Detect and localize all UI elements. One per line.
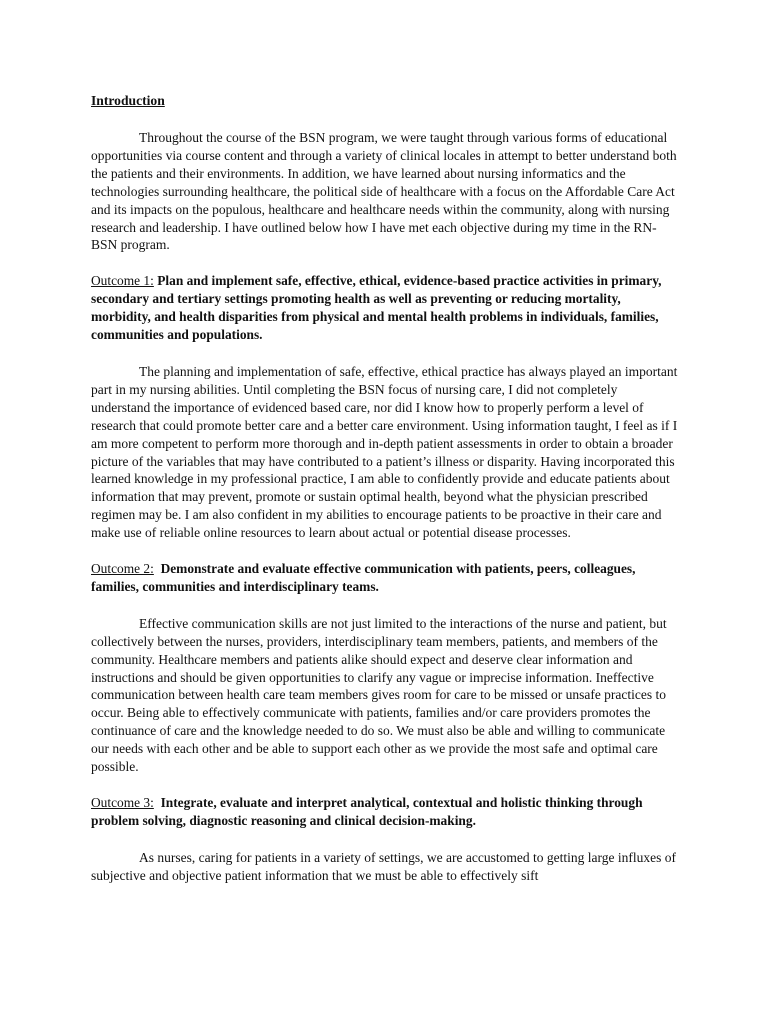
- outcome-3-label: Outcome 3:: [91, 795, 154, 810]
- outcome-1-heading: [91, 272, 679, 344]
- outcome-2-heading: [91, 560, 679, 596]
- introduction-paragraph: Throughout the course of the BSN program, we were taught through various forms of educational opportunities via course content and through a variety of clinical locales in attempt to better understand both the patients and their environments. In addition, we have learned about nursing informatics and the technologies surrounding healthcare, the political side of healthcare with a focus on the Affordable Care Act and its impacts on the populous, healthcare and healthcare needs within the community, along with nursing research and leadership. I have outlined below how I have met each objective during my time in the RN-BSN program.: [91, 130, 677, 253]
- outcome-2-text: Demonstrate and evaluate effective communication with patients, peers, colleagues, families, communities and interdisciplinary teams.: [91, 561, 636, 594]
- outcome-3-text: Integrate, evaluate and interpret analytical, contextual and holistic thinking through problem solving, diagnostic reasoning and clinical decision-making.: [91, 795, 643, 828]
- outcome-2-label: Outcome 2:: [91, 561, 154, 577]
- outcome-2-paragraph: Effective communication skills are not just limited to the interactions of the nurse and patient, but collectively between the nurses, providers, interdisciplinary team members, patients, and members of the community. Healthcare members and patients alike should expect and deserve clear information and instructions and should be given opportunities to clarify any vague or imprecise information. Ineffective communication between health care team members gives room for care to be missed or unsafe practices to occur. Being able to effectively communicate with patients, families and/or care providers promotes the continuance of care and the knowledge needed to do so. We must also be able and willing to communicate our needs with each other and be able to support each other as we provide the most safe and optimal care possible.: [91, 615, 667, 775]
- document-page: [91, 92, 679, 903]
- outcome-3-heading: [91, 794, 679, 830]
- outcome-1-text: Plan and implement safe, effective, ethical, evidence-based practice activities in primary, secondary and tertiary settings promoting health as well as preventing or reducing mortality, morbidity, and health disparities from physical and mental health problems in individuals, families, communities and populations.: [91, 273, 662, 343]
- outcome-1-label: Outcome 1:: [91, 273, 154, 289]
- introduction-heading: Introduction: [91, 93, 165, 108]
- outcome-1-paragraph: The planning and implementation of safe, effective, ethical practice has always played an important part in my nursing abilities. Until completing the BSN focus of nursing care, I did not completely understand the importance of evidenced based care, nor did I know how to properly perform a level of research that could promote better care and a better care environment. Using information taught, I feel as if I am more competent to perform more thorough and in-depth patient assessments in order to obtain a broader picture of the variables that may have contributed to a patient’s illness or disparity. Having incorporated this learned knowledge in my professional practice, I am able to confidently provide and educate patients about information that may prevent, promote or sustain optimal health, beyond what the physician prescribed regimen may be. I am also confident in my abilities to encourage patients to be proactive in their care and make use of reliable online resources to learn about actual or potential disease processes.: [91, 363, 678, 541]
- outcome-3-paragraph: As nurses, caring for patients in a variety of settings, we are accustomed to getting large influxes of subjective and objective patient information that we must be able to effectively sift: [91, 849, 676, 883]
